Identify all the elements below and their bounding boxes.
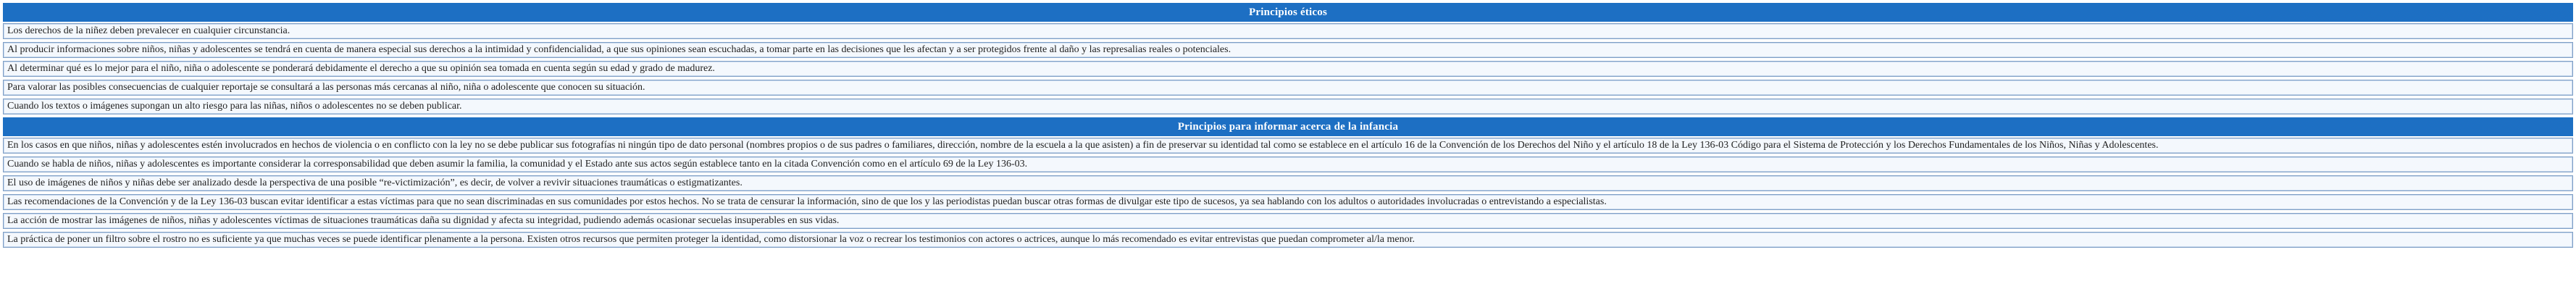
table-row: Los derechos de la niñez deben prevalecer en cualquier circunstancia. bbox=[3, 23, 2573, 39]
table-row: La práctica de poner un filtro sobre el rostro no es suficiente ya que muchas veces se puede identificar plenamente a la persona. Existen otros recursos que permiten proteger la identidad, como distorsionar la voz o recrear los testimonios con actores o actrices, aunque lo más recomendado es evitar entrevistas que puedan comprometer al/la menor. bbox=[3, 232, 2573, 248]
table-row: Cuando se habla de niños, niñas y adolescentes es importante considerar la corresponsabilidad que deben asumir la familia, la comunidad y el Estado ante sus actos según establece tanto en la citada Convención como en el artículo 69 de la Ley 136-03. bbox=[3, 156, 2573, 172]
table-row: Al producir informaciones sobre niños, niñas y adolescentes se tendrá en cuenta de manera especial sus derechos a la intimidad y confidencialidad, a que sus opiniones sean escuchadas, a tomar parte en las decisiones que les afectan y a ser protegidos frente al daño y las represalias reales o potenciales. bbox=[3, 42, 2573, 58]
section-reporting-principles bbox=[3, 117, 2573, 248]
section-header: Principios éticos bbox=[3, 3, 2573, 22]
table-row: En los casos en que niños, niñas y adolescentes estén involucrados en hechos de violencia o en conflicto con la ley no se debe publicar sus fotografías ni ningún tipo de dato personal (nombres propios o de sus padres o familiares, dirección, nombre de la escuela a la que asisten) a fin de preservar su identidad tal como se establece en el artículo 16 de la Convención de los Derechos del Niño y el artículo 18 de la Ley 136-03 Código para el Sistema de Protección y los Derechos Fundamentales de los Niños, Niñas y Adolescentes. bbox=[3, 138, 2573, 154]
table-row: La acción de mostrar las imágenes de niños, niñas y adolescentes víctimas de situaciones traumáticas daña su dignidad y afecta su integridad, pudiendo además ocasionar secuelas insuperables en sus vidas. bbox=[3, 213, 2573, 229]
table-row: El uso de imágenes de niños y niñas debe ser analizado desde la perspectiva de una posible “re-victimización”, es decir, de volver a revivir situaciones traumáticas o estigmatizantes. bbox=[3, 175, 2573, 191]
table-row: Al determinar qué es lo mejor para el niño, niña o adolescente se ponderará debidamente el derecho a que su opinión sea tomada en cuenta según su edad y grado de madurez. bbox=[3, 61, 2573, 77]
section-ethical-principles bbox=[3, 3, 2573, 114]
section-header: Principios para informar acerca de la infancia bbox=[3, 117, 2573, 136]
table-row: Cuando los textos o imágenes supongan un alto riesgo para las niñas, niños o adolescentes no se deben publicar. bbox=[3, 99, 2573, 114]
table-row: Para valorar las posibles consecuencias de cualquier reportaje se consultará a las personas más cercanas al niño, niña o adolescente que conocen su situación. bbox=[3, 80, 2573, 96]
table-row: Las recomendaciones de la Convención y de la Ley 136-03 buscan evitar identificar a estas víctimas para que no sean discriminadas en sus comunidades por estos hechos. No se trata de censurar la información, sino de que los y las periodistas puedan buscar otras formas de divulgar este tipo de sucesos, ya sea hablando con los adultos o autoridades involucradas o entrevistando a especialistas. bbox=[3, 194, 2573, 210]
